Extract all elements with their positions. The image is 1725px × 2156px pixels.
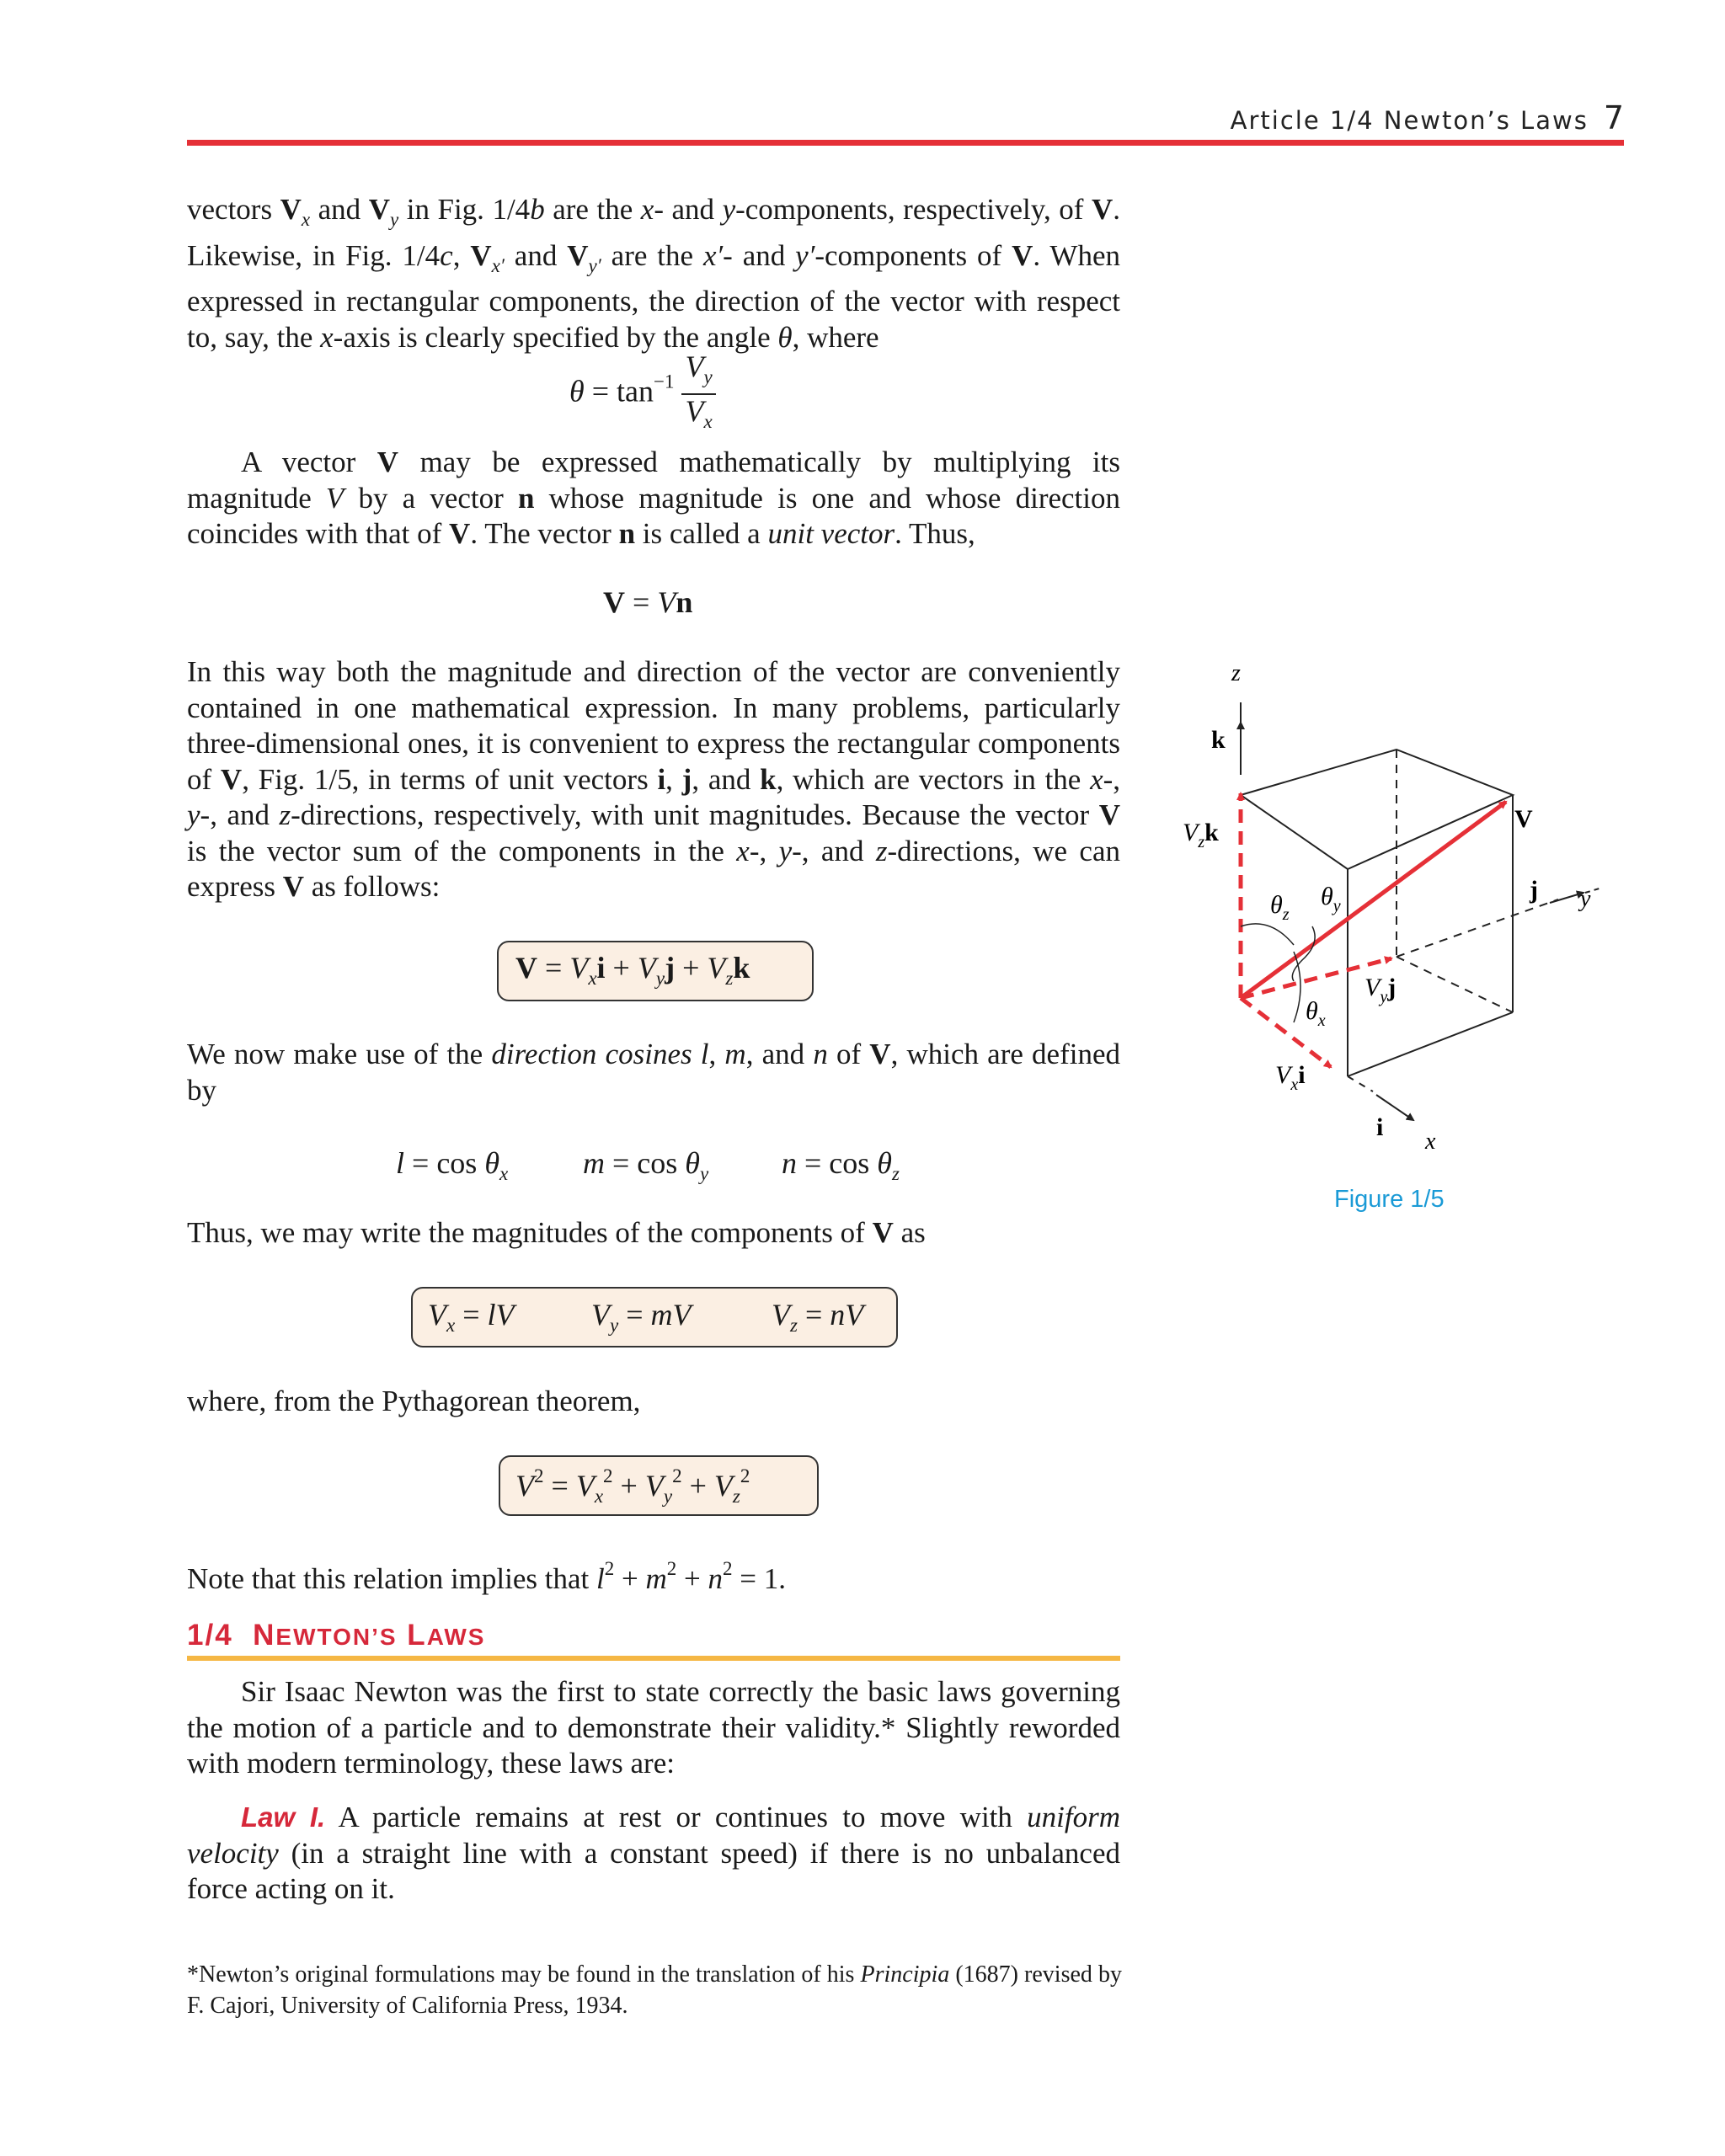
page-number: 7 <box>1603 99 1624 136</box>
text: 2 <box>666 1558 677 1579</box>
text: n <box>708 1562 724 1595</box>
text: as follows: <box>304 870 441 903</box>
text: n <box>813 1038 828 1070</box>
section-title: ’S <box>371 1624 398 1650</box>
eq-text: V <box>428 1298 446 1331</box>
eq-text: z <box>732 1486 740 1507</box>
text: x <box>301 209 311 230</box>
eq-text: = <box>455 1298 488 1331</box>
text: -, <box>1103 762 1121 796</box>
text: V <box>282 870 304 903</box>
eq-text: x <box>446 1315 456 1336</box>
text: j <box>681 762 692 796</box>
text: . Thus, <box>895 517 975 550</box>
text: Principia <box>860 1961 950 1988</box>
eq-text: + <box>605 951 638 985</box>
text: y′ <box>795 238 815 272</box>
eq-text: mV <box>650 1298 692 1331</box>
label-vy <box>1365 974 1396 1006</box>
text: V <box>368 193 390 226</box>
law-1 <box>187 1800 1120 1908</box>
section-title: L <box>407 1619 427 1652</box>
eq-text: x <box>703 411 713 432</box>
equation-cosine-m <box>583 1145 708 1185</box>
eq-text: y <box>663 1486 673 1507</box>
label-theta-x <box>1306 997 1326 1030</box>
text: Note that this relation implies that <box>187 1562 597 1595</box>
text: x′ <box>491 254 505 276</box>
text: x <box>640 193 654 226</box>
equation-cosine-n <box>782 1145 900 1185</box>
theta-sub: z <box>1282 905 1290 924</box>
paragraph-2 <box>187 445 1120 552</box>
label-vy-v: V <box>1365 974 1381 1001</box>
eq-text: x <box>499 1163 509 1184</box>
eq-text: −1 <box>653 371 675 392</box>
text: and <box>504 238 568 272</box>
eq-text: y <box>610 1315 619 1336</box>
label-theta-z <box>1270 891 1290 924</box>
eq-text: V <box>685 394 704 428</box>
law-label: Law I. <box>241 1801 326 1833</box>
eq-text: θ <box>877 1146 892 1180</box>
text: x <box>736 834 750 867</box>
equation-cosine-l <box>396 1145 508 1185</box>
theta: θ <box>1321 883 1333 910</box>
text: . Likewise, in Fig. 1/4 <box>187 193 1120 272</box>
running-header <box>1231 99 1624 136</box>
label-vx-sub: x <box>1290 1075 1299 1094</box>
text: l <box>596 1562 605 1595</box>
paragraph-6 <box>187 1384 1120 1420</box>
eq-text: z <box>725 968 734 989</box>
eq-text: V <box>569 951 589 985</box>
text: n <box>517 481 535 515</box>
label-z: z <box>1231 660 1241 686</box>
fraction <box>681 350 715 438</box>
text: y′ <box>588 254 601 276</box>
text: is the vector sum of the components in the <box>187 834 737 867</box>
eq-text: + <box>612 1469 645 1502</box>
paragraph-4 <box>187 1037 1120 1108</box>
figure-caption: Figure 1/5 <box>1334 1186 1445 1213</box>
eq-text: m <box>583 1146 605 1180</box>
section-title: N <box>253 1619 276 1652</box>
theta-z-arc <box>1241 924 1294 945</box>
text: , <box>452 238 471 272</box>
section-rule <box>187 1656 1120 1661</box>
text: V <box>1098 798 1120 831</box>
text: x <box>1090 762 1103 796</box>
eq-text: = <box>797 1298 830 1331</box>
text: k <box>760 762 777 796</box>
label-vz-k: k <box>1204 819 1219 846</box>
text: whose magnitude is one and whose direction coincides with that of <box>187 481 1121 550</box>
label-vz <box>1183 819 1219 851</box>
text: unit vector <box>767 517 895 550</box>
eq-text: V <box>603 585 625 619</box>
eq-text: V <box>637 951 656 985</box>
text: n <box>618 517 636 550</box>
section-number: 1/4 <box>187 1619 233 1652</box>
eq-text: z <box>790 1315 798 1336</box>
text: Thus, we may write the magnitudes of the components of <box>187 1216 873 1249</box>
text: y <box>389 209 399 230</box>
label-vx-i: i <box>1298 1061 1306 1089</box>
text: is called a <box>635 517 768 550</box>
text: -components of <box>814 238 1012 272</box>
text: In this way both the magnitude and direction of the vector are conveniently contained in one mathematical expression. In many problems, particularly three-dimensional ones, it is convenient to express the rectangular components of <box>187 655 1120 796</box>
text: V <box>325 481 344 515</box>
label-j: j <box>1530 876 1538 904</box>
text: z <box>875 834 888 867</box>
eq-text: V <box>515 1469 534 1502</box>
eq-text: V <box>685 350 704 383</box>
eq-text: + <box>681 1469 714 1502</box>
text: are the <box>601 238 703 272</box>
text: V <box>567 238 589 272</box>
label-i: i <box>1376 1113 1384 1141</box>
eq-text: = <box>625 585 658 619</box>
text: , where <box>792 320 879 354</box>
eq-text: θ <box>484 1146 499 1180</box>
theta-sub: x <box>1317 1011 1326 1030</box>
text: *Newton’s original formulations may be found in the translation of his <box>187 1961 861 1988</box>
label-vz-sub: z <box>1198 833 1205 851</box>
section-title: AWS <box>426 1624 486 1650</box>
eq-text: = <box>543 1469 576 1502</box>
eq-text: x <box>588 968 597 989</box>
eq-text: y <box>655 968 665 989</box>
equation-v-vn <box>603 584 692 620</box>
eq-text: V <box>515 951 537 985</box>
text: 2 <box>723 1558 733 1579</box>
text: V <box>1012 238 1033 272</box>
eq-text: = <box>537 951 570 985</box>
label-vy-sub: y <box>1380 988 1388 1006</box>
text: . When expressed in rectangular components, the direction of the vector with respect to, say, the <box>187 238 1120 354</box>
text: z <box>279 798 291 831</box>
label-vy-j: j <box>1387 974 1397 1001</box>
label-vx-v: V <box>1275 1061 1291 1089</box>
text: of <box>827 1038 870 1070</box>
section-heading <box>187 1619 485 1652</box>
label-x: x <box>1425 1129 1436 1155</box>
eq-text: V <box>575 1469 595 1502</box>
text: , and <box>745 1038 814 1070</box>
eq-text: k <box>733 951 750 985</box>
text: i <box>657 762 666 796</box>
eq-text: i <box>596 951 606 985</box>
section-title: EWTON <box>275 1624 372 1650</box>
running-title: Article 1/4 Newton’s Laws <box>1230 106 1589 135</box>
text: - and <box>723 238 796 272</box>
footnote <box>187 1959 1122 2021</box>
text: y <box>722 193 736 226</box>
text: direction cosines l <box>491 1038 709 1070</box>
text: -components, respectively, of <box>735 193 1092 226</box>
eq-text: + <box>675 951 708 985</box>
label-y: y <box>1580 886 1591 912</box>
text: y <box>187 798 200 831</box>
text: m <box>645 1562 667 1595</box>
eq-text: 2 <box>603 1465 613 1486</box>
text: -, and <box>200 798 280 831</box>
eq-text: 2 <box>740 1465 750 1486</box>
text: x <box>320 320 334 354</box>
text: , and <box>692 762 761 796</box>
eq-text: V <box>713 1469 733 1502</box>
text: V <box>869 1038 891 1070</box>
eq-text: n <box>676 585 693 619</box>
eq-text: V <box>657 585 676 619</box>
label-theta-y <box>1321 883 1341 915</box>
eq-text: x <box>594 1486 604 1507</box>
text: -directions, we can express <box>187 834 1120 903</box>
eq-text: V <box>772 1298 790 1331</box>
text: in Fig. 1/4 <box>398 193 531 226</box>
theta-sub: y <box>1332 897 1341 915</box>
text: as <box>893 1216 926 1249</box>
text: V <box>872 1216 894 1249</box>
j-unit-vector <box>1550 893 1583 903</box>
eq-text: = cos <box>797 1146 878 1180</box>
text: vectors <box>187 193 280 226</box>
text: , which are defined by <box>187 1038 1121 1107</box>
equation-components <box>515 950 750 990</box>
eq-text: V <box>707 951 726 985</box>
paragraph-8 <box>187 1674 1120 1782</box>
eq-text: y <box>703 366 713 387</box>
text: , Fig. 1/5, in terms of unit vectors <box>242 762 658 796</box>
text: - and <box>654 193 723 226</box>
text: uniform velocity <box>187 1801 1120 1870</box>
eq-text: lV <box>487 1298 515 1331</box>
theta: θ <box>1306 997 1318 1025</box>
y-axis-dashed <box>1397 899 1558 957</box>
equation-pythagorean <box>515 1465 750 1508</box>
text: (in a straight line with a constant speed) if there is no unbalanced force acting on it. <box>187 1836 1120 1905</box>
eq-text: V <box>591 1298 610 1331</box>
text: We now make use of the <box>187 1038 492 1070</box>
text: -axis is clearly specified by the angle <box>333 320 778 354</box>
equation-theta <box>569 350 716 438</box>
paragraph-7 <box>187 1551 1120 1598</box>
text: b <box>530 193 545 226</box>
text: and <box>310 193 369 226</box>
eq-text: θ <box>569 374 585 408</box>
text: V <box>280 193 302 226</box>
text: -directions, respectively, with unit magnitudes. Because the vector <box>291 798 1099 831</box>
label-vx <box>1275 1061 1306 1094</box>
text: m <box>724 1038 746 1070</box>
text: y <box>778 834 793 867</box>
label-vz-v: V <box>1183 819 1199 846</box>
theta: θ <box>1270 891 1283 919</box>
equation-mag-x <box>428 1297 515 1337</box>
text: V <box>220 762 243 796</box>
eq-text: 2 <box>534 1465 544 1486</box>
text: may be expressed mathematically by multiplying its magnitude <box>187 446 1121 515</box>
paragraph-1 <box>187 192 1120 355</box>
text: V <box>470 238 492 272</box>
eq-text: = tan <box>584 374 654 408</box>
text: by a vector <box>344 481 518 515</box>
text: θ <box>777 320 793 354</box>
text: . The vector <box>470 517 619 550</box>
paragraph-3 <box>187 654 1120 905</box>
text: A vector <box>241 446 377 478</box>
eq-text: z <box>891 1163 900 1184</box>
text: c <box>440 238 453 272</box>
text: V <box>449 517 471 550</box>
eq-text: θ <box>685 1146 700 1180</box>
eq-text: = <box>618 1298 651 1331</box>
box-edge <box>1348 1012 1513 1076</box>
eq-text: nV <box>830 1298 864 1331</box>
text: = 1. <box>732 1562 787 1595</box>
text: , which are vectors in the <box>776 762 1091 796</box>
text: + <box>614 1562 646 1595</box>
text: x′ <box>702 238 724 272</box>
text: (1687) revised by F. Cajori, University of California Press, 1934. <box>187 1961 1122 2019</box>
eq-text: V <box>644 1469 664 1502</box>
text: V <box>377 446 399 478</box>
text: Sir Isaac Newton was the first to state correctly the basic laws governing the motion of a particle and to demonstrate their validity.* Slightly reworded with modern terminology, these laws are: <box>187 1675 1120 1780</box>
x-axis-dashed <box>1348 1076 1373 1091</box>
eq-text: 2 <box>672 1465 682 1486</box>
eq-text: l <box>396 1146 405 1180</box>
figure-1-5 <box>1171 648 1609 1187</box>
box-top-face <box>1241 750 1513 869</box>
eq-text: = cos <box>404 1146 485 1180</box>
paragraph-5 <box>187 1215 1120 1251</box>
label-v: V <box>1514 805 1533 833</box>
text: , <box>665 762 682 796</box>
text: -, and <box>792 834 876 867</box>
text: where, from the Pythagorean theorem, <box>187 1385 641 1417</box>
eq-text: y <box>699 1163 709 1184</box>
eq-text: n <box>782 1146 797 1180</box>
text: 2 <box>604 1558 615 1579</box>
text: A particle remains at rest or continues to move with <box>325 1801 1028 1833</box>
header-rule <box>187 140 1624 146</box>
eq-text: j <box>665 951 676 985</box>
equation-mag-z <box>772 1297 863 1337</box>
box-hidden-edge <box>1397 957 1513 1012</box>
text: are the <box>544 193 641 226</box>
text: V <box>1091 193 1114 226</box>
label-k: k <box>1211 726 1226 754</box>
eq-text: = cos <box>605 1146 686 1180</box>
text: , <box>708 1038 725 1070</box>
text: -, <box>749 834 779 867</box>
text: + <box>676 1562 708 1595</box>
equation-mag-y <box>591 1297 692 1337</box>
